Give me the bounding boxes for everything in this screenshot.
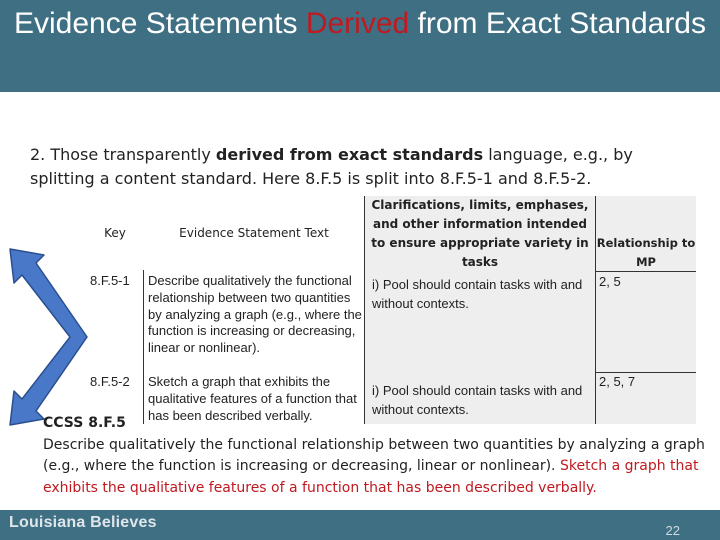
- table-divider: [595, 271, 696, 272]
- row2-evidence: Sketch a graph that exhibits the qualitative features of a function that has been described verbally.: [148, 374, 357, 423]
- table-divider: [595, 196, 596, 424]
- ccss-standard: [43, 413, 708, 499]
- table-divider: [143, 270, 144, 424]
- row2-clarification: i) Pool should contain tasks with and without contexts.: [372, 383, 583, 417]
- ccss-text-highlight: Sketch a graph that exhibits the qualitative features of a function that has been described verbally.: [43, 458, 699, 496]
- row1-clarification: i) Pool should contain tasks with and without contexts.: [372, 277, 583, 311]
- row2-mp: 2, 5, 7: [599, 374, 636, 389]
- row1-mp: 2, 5: [599, 274, 621, 289]
- intro-text-b: language, e.g., by splitting a content standard. Here 8.F.5 is split into 8.F.5-1 and 8.F.5-2.: [30, 145, 633, 188]
- ccss-text: Describe qualitatively the functional relationship between two quantities by analyzing a graph (e.g., where the function is increasing or decreasing, linear or nonlinear).: [43, 436, 705, 474]
- table-divider: [595, 372, 696, 373]
- row2-key: 8.F.5-2: [90, 374, 130, 389]
- header-evidence: Evidence Statement Text: [179, 226, 329, 240]
- header-clarifications: Clarifications, limits, emphases, and other information intended to ensure appropriate variety in tasks: [371, 198, 589, 269]
- footer-logo: Louisiana Believes: [9, 514, 157, 531]
- slide-header: [0, 0, 720, 92]
- header-key: Key: [104, 226, 126, 240]
- title-accent: Derived: [305, 7, 410, 40]
- intro-text-a: 2. Those transparently: [30, 145, 216, 164]
- row1-evidence: Describe qualitatively the functional relationship between two quantities by analyzing a graph (e.g., where the function is increasing or decreasing, linear or nonlinear).: [148, 273, 362, 356]
- double-headed-arrow-icon: [0, 245, 95, 430]
- intro-paragraph: [30, 143, 700, 191]
- table-divider: [364, 196, 365, 424]
- ccss-code: CCSS 8.F.5: [43, 415, 126, 431]
- title-part-1: Evidence Statements: [14, 7, 306, 40]
- intro-bold: derived from exact standards: [215, 145, 484, 164]
- evidence-table: [88, 196, 696, 424]
- title-part-2: from Exact Standards: [409, 7, 706, 40]
- page-number: 22: [665, 523, 680, 538]
- slide-title: [0, 6, 720, 42]
- slide-footer: [0, 510, 720, 540]
- header-mp: Relationship to MP: [596, 236, 696, 269]
- row1-key: 8.F.5-1: [90, 273, 130, 288]
